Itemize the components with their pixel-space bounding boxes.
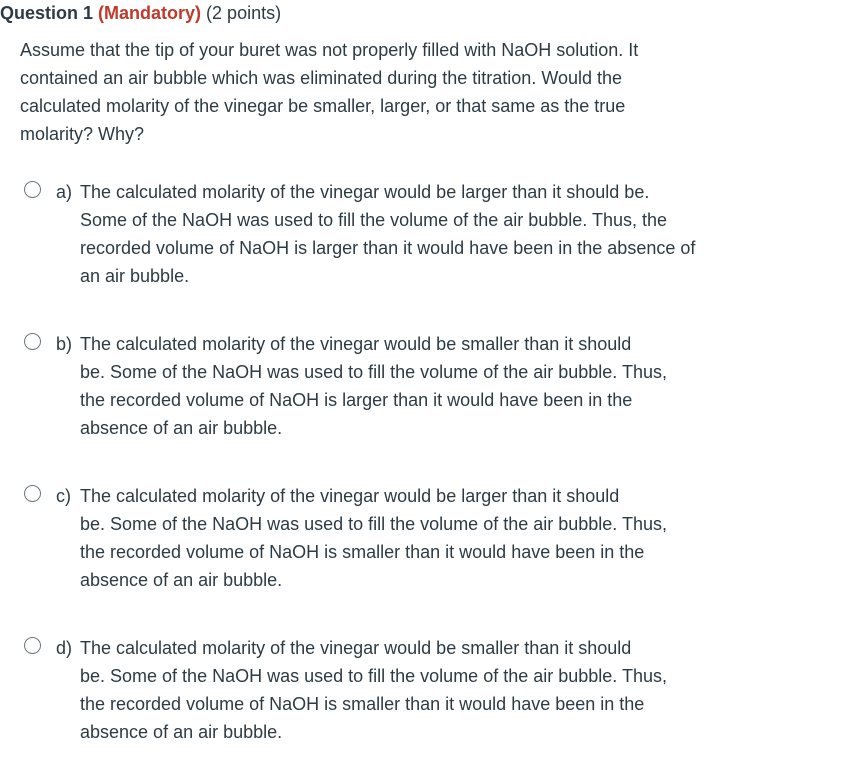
radio-button-c[interactable] (24, 485, 41, 502)
answer-text-line: The calculated molarity of the vinegar would be smaller than it should (80, 638, 632, 658)
question-text-line: Assume that the tip of your buret was not properly filled with NaOH solution. It (20, 40, 639, 60)
answer-text-a (80, 178, 750, 290)
question-text-line: calculated molarity of the vinegar be smaller, larger, or that same as the true (20, 96, 626, 116)
mandatory-label: (Mandatory) (98, 3, 202, 23)
question-points: (2 points) (206, 3, 282, 23)
answer-text-d (80, 634, 750, 746)
question-header (0, 0, 281, 26)
answer-letter-b: b) (56, 334, 73, 354)
answer-text-line: The calculated molarity of the vinegar would be smaller than it should (80, 334, 632, 354)
answer-text-line: Some of the NaOH was used to fill the volume of the air bubble. Thus, the (80, 210, 667, 230)
answer-text-line: the recorded volume of NaOH is larger than it would have been in the (80, 390, 633, 410)
radio-button-a[interactable] (24, 181, 41, 198)
answer-text-b (80, 330, 750, 442)
answer-text-line: recorded volume of NaOH is larger than it would have been in the absence of (80, 238, 696, 258)
answer-text-line: The calculated molarity of the vinegar would be larger than it should be. (80, 182, 650, 202)
answer-text-c (80, 482, 750, 594)
answer-letter-a: a) (56, 182, 73, 202)
answer-text-line: an air bubble. (80, 266, 190, 286)
answer-text-line: be. Some of the NaOH was used to fill the volume of the air bubble. Thus, (80, 362, 667, 382)
answer-text-line: be. Some of the NaOH was used to fill the volume of the air bubble. Thus, (80, 666, 667, 686)
answer-text-line: the recorded volume of NaOH is smaller than it would have been in the (80, 542, 645, 562)
answer-text-line: be. Some of the NaOH was used to fill the volume of the air bubble. Thus, (80, 514, 667, 534)
answer-text-line: The calculated molarity of the vinegar would be larger than it should (80, 486, 620, 506)
radio-button-b[interactable] (24, 333, 41, 350)
answer-text-line: absence of an air bubble. (80, 418, 283, 438)
answer-text-line: the recorded volume of NaOH is smaller than it would have been in the (80, 694, 645, 714)
question-text-line: molarity? Why? (20, 124, 145, 144)
question-text (20, 36, 740, 148)
radio-button-d[interactable] (24, 637, 41, 654)
answer-text-line: absence of an air bubble. (80, 722, 283, 742)
answer-text-line: absence of an air bubble. (80, 570, 283, 590)
answer-letter-d: d) (56, 638, 73, 658)
answer-letter-c: c) (56, 486, 71, 506)
question-title: Question 1 (0, 3, 94, 23)
question-text-line: contained an air bubble which was eliminated during the titration. Would the (20, 68, 623, 88)
